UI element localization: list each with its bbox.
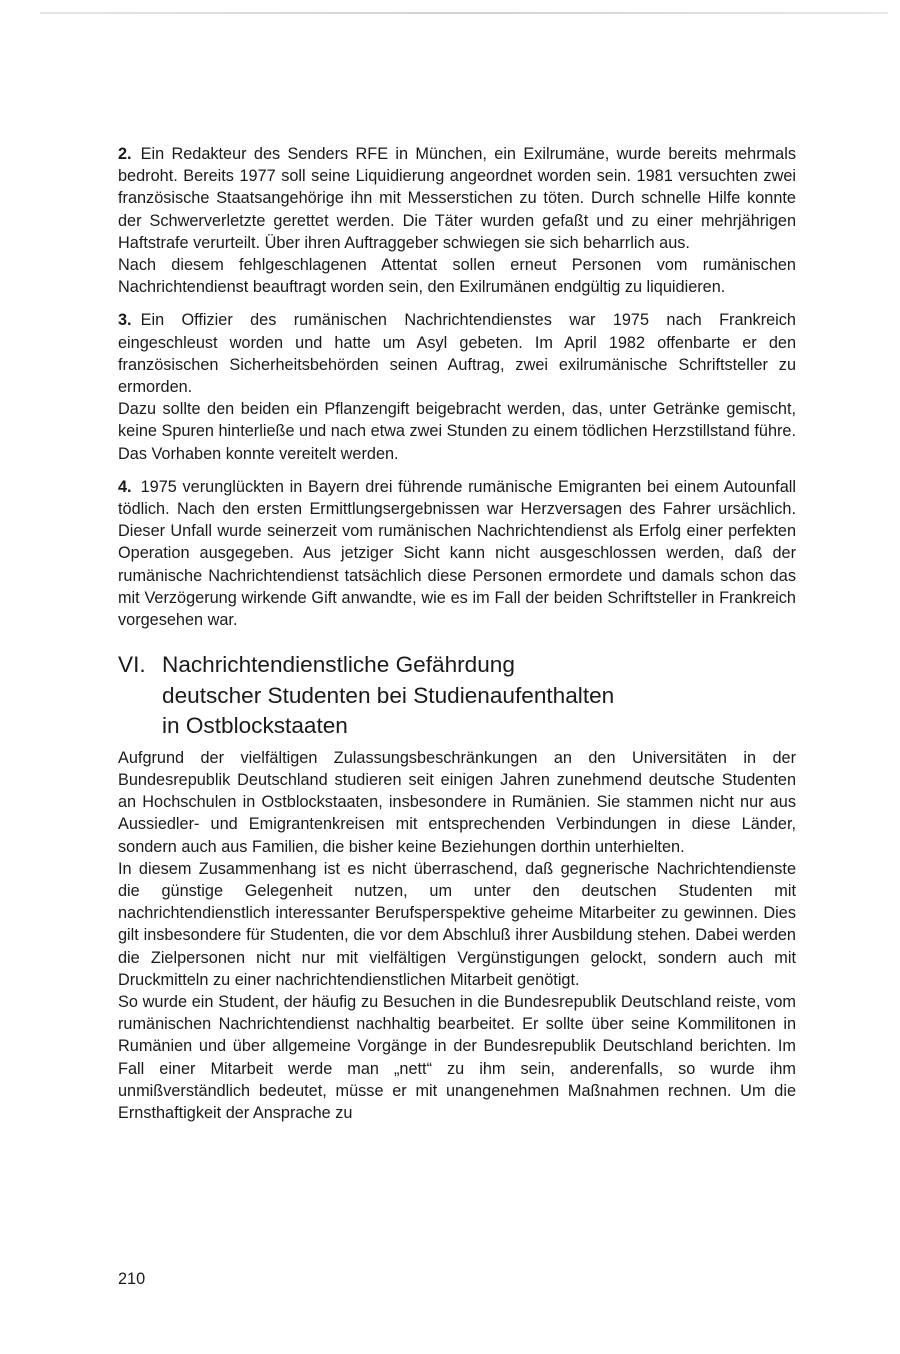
page-number: 210 (118, 1270, 146, 1288)
item-paragraph: Nach diesem fehlgeschlagenen Attentat sollen erneut Personen vom rumänischen Nachrichtendienst beauftragt worden sein, den Exilrumänen endgültig zu liquidieren. (118, 256, 796, 297)
item-paragraph (118, 309, 796, 398)
section-paragraph: Aufgrund der vielfältigen Zulassungsbeschränkungen an den Universitäten in der Bundesrepublik Deutschland studieren seit einigen Jahren zunehmend deutsche Studenten an Hochschulen in Ostblockstaaten, insbesondere in Rumänien. Sie stammen nicht nur aus Aussiedler- und Emigrantenkreisen mit entsprechenden Verbindungen in diese Länder, sondern auch aus Familien, die bisher keine Beziehungen dorthin unterhielten. (118, 748, 796, 856)
section-paragraph: So wurde ein Student, der häufig zu Besuchen in die Bundesrepublik Deutschland reiste, vom rumänischen Nachrichtendienst nachhaltig bearbeitet. Er sollte über seine Kommilitonen in Rumänien und über allgemeine Vorgänge in der Bundesrepublik Deutschland berichten. Im Fall einer Mitarbeit werde man „nett“ zu ihm sein, anderenfalls, so wurde ihm unmißverständlich bedeutet, müsse er mit unangenehmen Maßnahmen rechnen. Um die Ernsthaftigkeit der Ansprache zu (118, 993, 796, 1123)
item-number: 3. (118, 311, 132, 330)
section-heading (118, 650, 796, 742)
item-text: Ein Offizier des rumänischen Nachrichtendienstes war 1975 nach Frankreich eingeschleust worden und hatte um Asyl gebeten. Im April 1982 offenbarte er den französischen Sicherheitsbehörden seinen Auftrag, zwei exilrumänische Schriftsteller zu ermorden. (118, 311, 796, 397)
numbered-item-3 (118, 309, 796, 464)
section-title-line: deutscher Studenten bei Studienaufenthalten (162, 682, 615, 708)
section-title-line: Nachrichtendienstliche Gefährdung (162, 652, 515, 678)
item-paragraph (118, 476, 796, 631)
scan-top-edge (40, 12, 888, 14)
section-paragraph: In diesem Zusammenhang ist es nicht überraschend, daß gegnerische Nachrichtendienste die günstige Gelegenheit nutzen, um unter den deutschen Studenten mit nachrichtendienstlich interessanter Berufsperspektive geheime Mitarbeiter zu gewinnen. Dies gilt insbesondere für Studenten, die vor dem Abschluß ihrer Ausbildung stehen. Dabei werden die Zielpersonen nicht nur mit vielfältigen Vergünstigungen gelockt, sondern auch mit Druckmitteln zu einer nachrichtendienstlichen Mitarbeit genötigt. (118, 859, 796, 989)
item-paragraph (118, 143, 796, 254)
item-paragraph: Dazu sollte den beiden ein Pflanzengift beigebracht werden, das, unter Getränke gemischt, keine Spuren hinterließe und nach etwa zwei Stunden zu einem tödlichen Herzstillstand führe. Das Vorhaben konnte vereitelt werden. (118, 400, 796, 463)
section-number: VI. (118, 652, 146, 678)
section-title-line: in Ostblockstaaten (162, 713, 348, 739)
item-number: 4. (118, 477, 132, 496)
section-title (162, 650, 614, 742)
item-number: 2. (118, 145, 132, 163)
page-body (118, 143, 796, 1124)
numbered-item-4 (118, 476, 796, 631)
numbered-item-2 (118, 143, 796, 298)
item-text: Ein Redakteur des Senders RFE in München, ein Exilrumäne, wurde bereits mehrmals bedroht. Bereits 1977 soll seine Liquidierung angeordnet worden sein. 1981 versuchten zwei französische Staatsangehörige ihn mit Messerstichen zu töten. Durch schnelle Hilfe konnte der Schwerverletzte gerettet werden. Die Täter wurden gefaßt und zu einer mehrjährigen Haftstrafe verurteilt. Über ihren Auftraggeber schwiegen sie sich beharrlich aus. (118, 145, 796, 252)
item-text: 1975 verunglückten in Bayern drei führende rumänische Emigranten bei einem Autounfall tödlich. Nach den ersten Ermittlungsergebnissen war Herzversagen des Fahrer ursächlich. Dieser Unfall wurde seinerzeit vom rumänischen Nachrichtendienst als Erfolg einer perfekten Operation ausgegeben. Aus jetziger Sicht kann nicht ausgeschlossen werden, daß der rumänische Nachrichtendienst tatsächlich diese Personen ermordete und damals schon das mit Verzögerung wirkende Gift anwandte, wie es im Fall der beiden Schriftsteller in Frankreich vorgesehen war. (118, 477, 796, 630)
section-body (118, 747, 796, 1124)
